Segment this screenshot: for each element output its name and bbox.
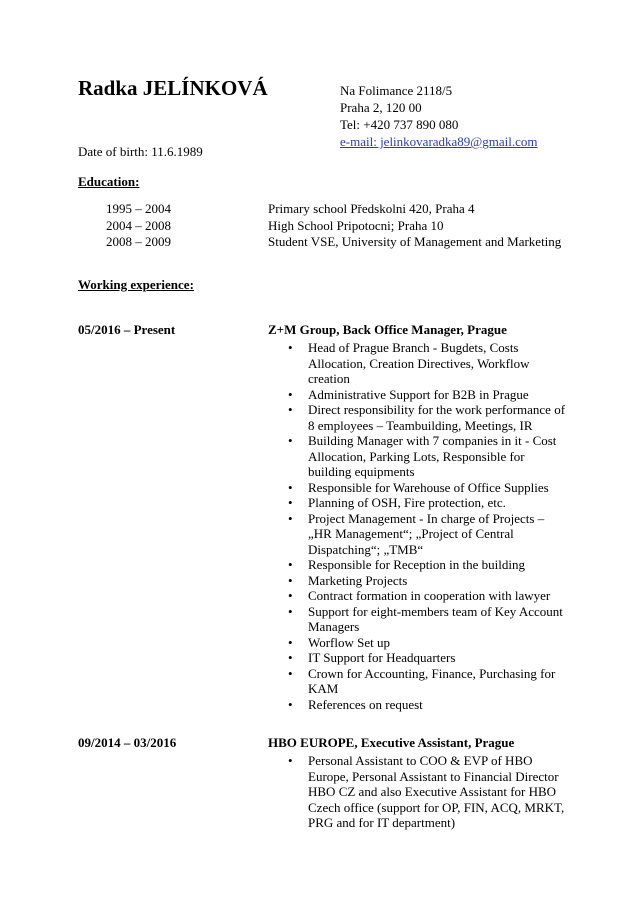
list-item: • Worflow Set up xyxy=(268,635,568,651)
list-item: • Building Manager with 7 companies in it - Cost Allocation, Parking Lots, Responsible for building equipments xyxy=(268,433,568,480)
education-schools xyxy=(268,201,561,251)
job-period-1: 09/2014 – 03/2016 xyxy=(78,735,177,750)
education-school-1: High School Pripotocni; Praha 10 xyxy=(268,217,444,233)
job-0 xyxy=(268,322,568,712)
job-1-duties xyxy=(268,753,568,831)
contact-block xyxy=(340,82,538,150)
education-years-0: 1995 – 2004 xyxy=(106,201,171,216)
list-item: • Personal Assistant to COO & EVP of HBO Europe, Personal Assistant to Financial Director HBO CZ and also Executive Assistant for HBO Czech office (support for OP, FIN, ACQ, MRKT, PRG and for IT department) xyxy=(268,753,568,831)
list-item: • Marketing Projects xyxy=(268,573,568,589)
list-item: • Responsible for Reception in the building xyxy=(268,557,568,573)
education-school-2: Student VSE, University of Management and Marketing xyxy=(268,234,562,249)
list-item: • References on request xyxy=(268,697,568,713)
list-item: • Project Management - In charge of Projects – „HR Management“; „Project of Central Dispatching“; „TMB“ xyxy=(268,511,568,558)
list-item: • Direct responsibility for the work performance of 8 employees – Teambuilding, Meetings, IR xyxy=(268,402,568,433)
experience-heading: Working experience: xyxy=(78,277,194,292)
list-item: • Crown for Accounting, Finance, Purchasing for KAM xyxy=(268,666,568,697)
applicant-name: Radka JELÍNKOVÁ xyxy=(78,76,268,100)
job-0-duties xyxy=(268,340,568,712)
education-heading: Education: xyxy=(78,174,140,189)
address-line1: Na Folimance 2118/5 xyxy=(340,83,453,98)
list-item: • Administrative Support for B2B in Prague xyxy=(268,387,568,403)
address-line2: Praha 2, 120 00 xyxy=(340,100,422,115)
date-of-birth: Date of birth: 11.6.1989 xyxy=(78,144,203,159)
education-years-1: 2004 – 2008 xyxy=(106,217,171,233)
email-link[interactable]: e-mail: jelinkovaradka89@gmail.com xyxy=(340,134,538,149)
education-school-0: Primary school Předskolni 420, Praha 4 xyxy=(268,201,475,216)
list-item: • Support for eight-members team of Key Account Managers xyxy=(268,604,568,635)
job-1 xyxy=(268,735,568,831)
list-item: • Planning of OSH, Fire protection, etc. xyxy=(268,495,568,511)
list-item: • Responsible for Warehouse of Office Supplies xyxy=(268,480,568,496)
phone: Tel: +420 737 890 080 xyxy=(340,117,459,132)
job-title-0: Z+M Group, Back Office Manager, Prague xyxy=(268,322,507,337)
education-years xyxy=(106,201,171,251)
list-item: • Contract formation in cooperation with lawyer xyxy=(268,588,568,604)
list-item: • IT Support for Headquarters xyxy=(268,650,568,666)
job-period-0: 05/2016 – Present xyxy=(78,322,176,337)
education-years-2: 2008 – 2009 xyxy=(106,234,171,249)
job-title-1: HBO EUROPE, Executive Assistant, Prague xyxy=(268,735,515,750)
list-item: • Head of Prague Branch - Bugdets, Costs Allocation, Creation Directives, Workflow creation xyxy=(268,340,568,387)
